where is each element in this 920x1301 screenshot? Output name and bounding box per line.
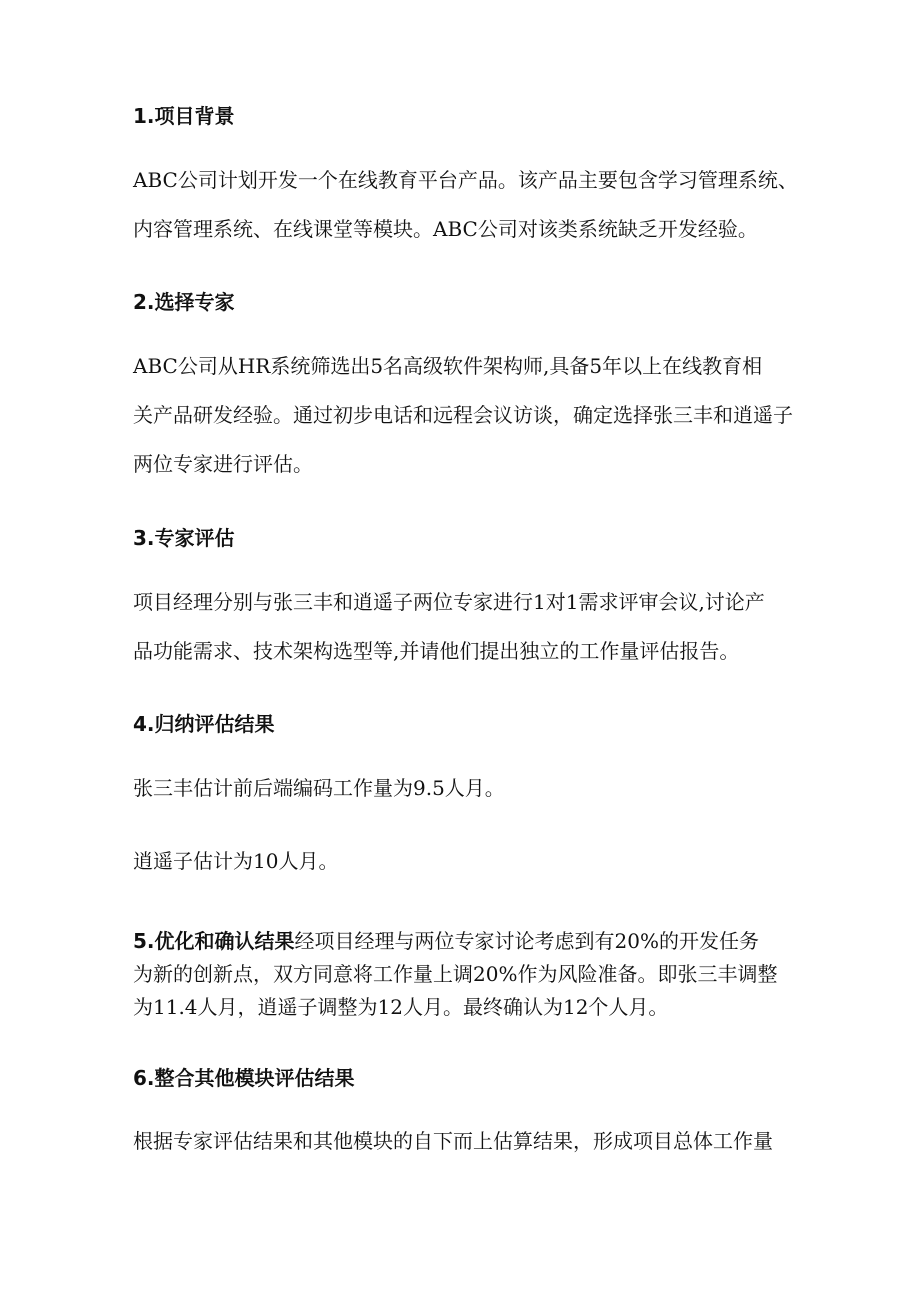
section-5-line-2: 为新的创新点，双方同意将工作量上调20%作为风险准备。即张三丰调整: [133, 962, 778, 986]
section-1-line-1: ABC公司计划开发一个在线教育平台产品。该产品主要包含学习管理系统、: [133, 168, 798, 192]
section-3-paragraph: [133, 578, 813, 676]
section-2-line-3: 两位专家进行评估。: [133, 452, 313, 476]
section-5-line-1: [133, 925, 833, 958]
section-5-heading: 5.优化和确认结果: [133, 929, 295, 953]
section-6-heading: 6.整合其他模块评估结果: [133, 1066, 355, 1090]
section-2-line-2: 关产品研发经验。通过初步电话和远程会议访谈，确定选择张三丰和逍遥子: [133, 403, 793, 427]
section-6-line-1: 根据专家评估结果和其他模块的自下而上估算结果，形成项目总体工作量: [133, 1129, 773, 1153]
section-3-heading: 3.专家评估: [133, 526, 235, 550]
section-4-heading: 4.归纳评估结果: [133, 712, 275, 736]
section-1-line-2: 内容管理系统、在线课堂等模块。ABC公司对该类系统缺乏开发经验。: [133, 217, 758, 241]
section-5-line-3: 为11.4人月，逍遥子调整为12人月。最终确认为12个人月。: [133, 995, 669, 1019]
section-4-paragraph-1: [133, 764, 813, 813]
section-2-line-1: ABC公司从HR系统筛选出5名高级软件架构师,具备5年以上在线教育相: [133, 354, 763, 378]
section-3-line-2: 品功能需求、技术架构选型等,并请他们提出独立的工作量评估报告。: [133, 639, 740, 663]
section-1-heading: 1.项目背景: [133, 104, 235, 128]
section-4-text-1: 张三丰估计前后端编码工作量为9.5人月。: [133, 776, 505, 800]
section-5-paragraph: [133, 925, 833, 1024]
section-1-paragraph: [133, 156, 813, 254]
section-3-line-1: 项目经理分别与张三丰和逍遥子两位专家进行1对1需求评审会议,讨论产: [133, 590, 765, 614]
section-4-paragraph-2: [133, 837, 813, 886]
section-6-paragraph: [133, 1117, 813, 1166]
section-5-line-1-text: 经项目经理与两位专家讨论考虑到有20%的开发任务: [294, 929, 759, 953]
section-4-text-2: 逍遥子估计为10人月。: [133, 849, 339, 873]
section-2-heading: 2.选择专家: [133, 290, 235, 314]
section-2-paragraph: [133, 342, 813, 489]
